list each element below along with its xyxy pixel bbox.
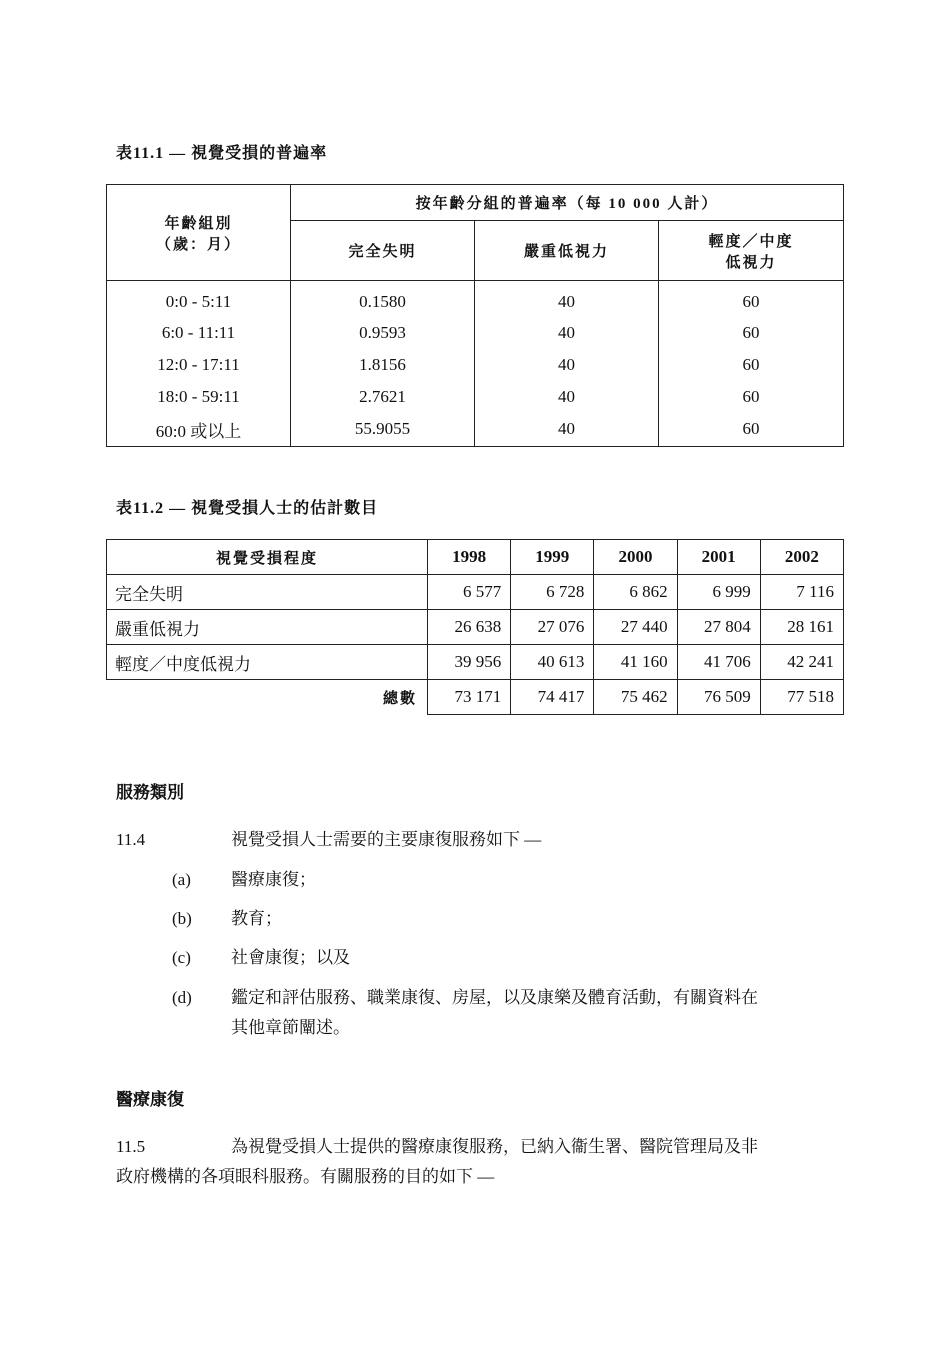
table-row: 嚴重低視力 26 638 27 076 27 440 27 804 28 161 xyxy=(107,610,844,645)
estimated-numbers-table xyxy=(106,539,844,715)
age-group-header: 年齡組別 （歲：月） xyxy=(107,185,291,281)
list-item: 社會康復；以及 xyxy=(231,948,350,967)
table-row: 0:0 - 5:11 0.1580 40 60 xyxy=(107,281,844,317)
list-item-mark: (a) xyxy=(172,870,191,889)
table-row: 18:0 - 59:11 2.7621 40 60 xyxy=(107,381,844,413)
section-heading-service-types: 服務類別 xyxy=(116,783,184,802)
table-row: 完全失明 6 577 6 728 6 862 6 999 7 116 xyxy=(107,575,844,610)
section-heading-medical-rehab: 醫療康復 xyxy=(116,1090,184,1109)
list-item-mark: (b) xyxy=(172,909,192,928)
mild-moderate-header: 輕度／中度 低視力 xyxy=(659,221,844,281)
prevalence-group-header: 按年齡分組的普遍率（每 10 000 人計） xyxy=(291,185,844,221)
table2-caption: 表11.2 — 視覺受損人士的估計數目 xyxy=(116,500,379,517)
paragraph-number: 11.5 xyxy=(116,1137,146,1156)
table-row: 6:0 - 11:11 0.9593 40 60 xyxy=(107,317,844,349)
table-row: 12:0 - 17:11 1.8156 40 60 xyxy=(107,349,844,381)
paragraph-text-continuation: 政府機構的各項眼科服務。有關服務的目的如下 — xyxy=(116,1167,495,1186)
prevalence-table xyxy=(106,184,844,447)
total-blind-header: 完全失明 xyxy=(291,221,475,281)
table1-caption: 表11.1 — 視覺受損的普遍率 xyxy=(116,145,328,162)
list-item: 鑑定和評估服務、職業康復、房屋，以及康樂及體育活動，有關資料在 xyxy=(231,988,758,1007)
paragraph-number: 11.4 xyxy=(116,830,146,849)
paragraph-text: 視覺受損人士需要的主要康復服務如下 — xyxy=(231,830,542,849)
table-header-row: 視覺受損程度 1998 1999 2000 2001 2002 xyxy=(107,540,844,575)
total-label: 總數 xyxy=(107,680,428,715)
table-row: 輕度／中度低視力 39 956 40 613 41 160 41 706 42 241 xyxy=(107,645,844,680)
total-row: 總數 73 171 74 417 75 462 76 509 77 518 xyxy=(107,680,844,715)
list-item: 教育； xyxy=(231,909,282,928)
impairment-degree-header: 視覺受損程度 xyxy=(107,540,428,575)
table-row: 60:0 或以上 55.9055 40 60 xyxy=(107,413,844,447)
paragraph-text: 為視覺受損人士提供的醫療康復服務，已納入衞生署、醫院管理局及非 xyxy=(231,1137,758,1156)
list-item-mark: (d) xyxy=(172,988,192,1007)
list-item: 醫療康復； xyxy=(231,870,316,889)
list-item-continuation: 其他章節闡述。 xyxy=(231,1018,350,1037)
severe-low-vision-header: 嚴重低視力 xyxy=(475,221,659,281)
list-item-mark: (c) xyxy=(172,948,191,967)
